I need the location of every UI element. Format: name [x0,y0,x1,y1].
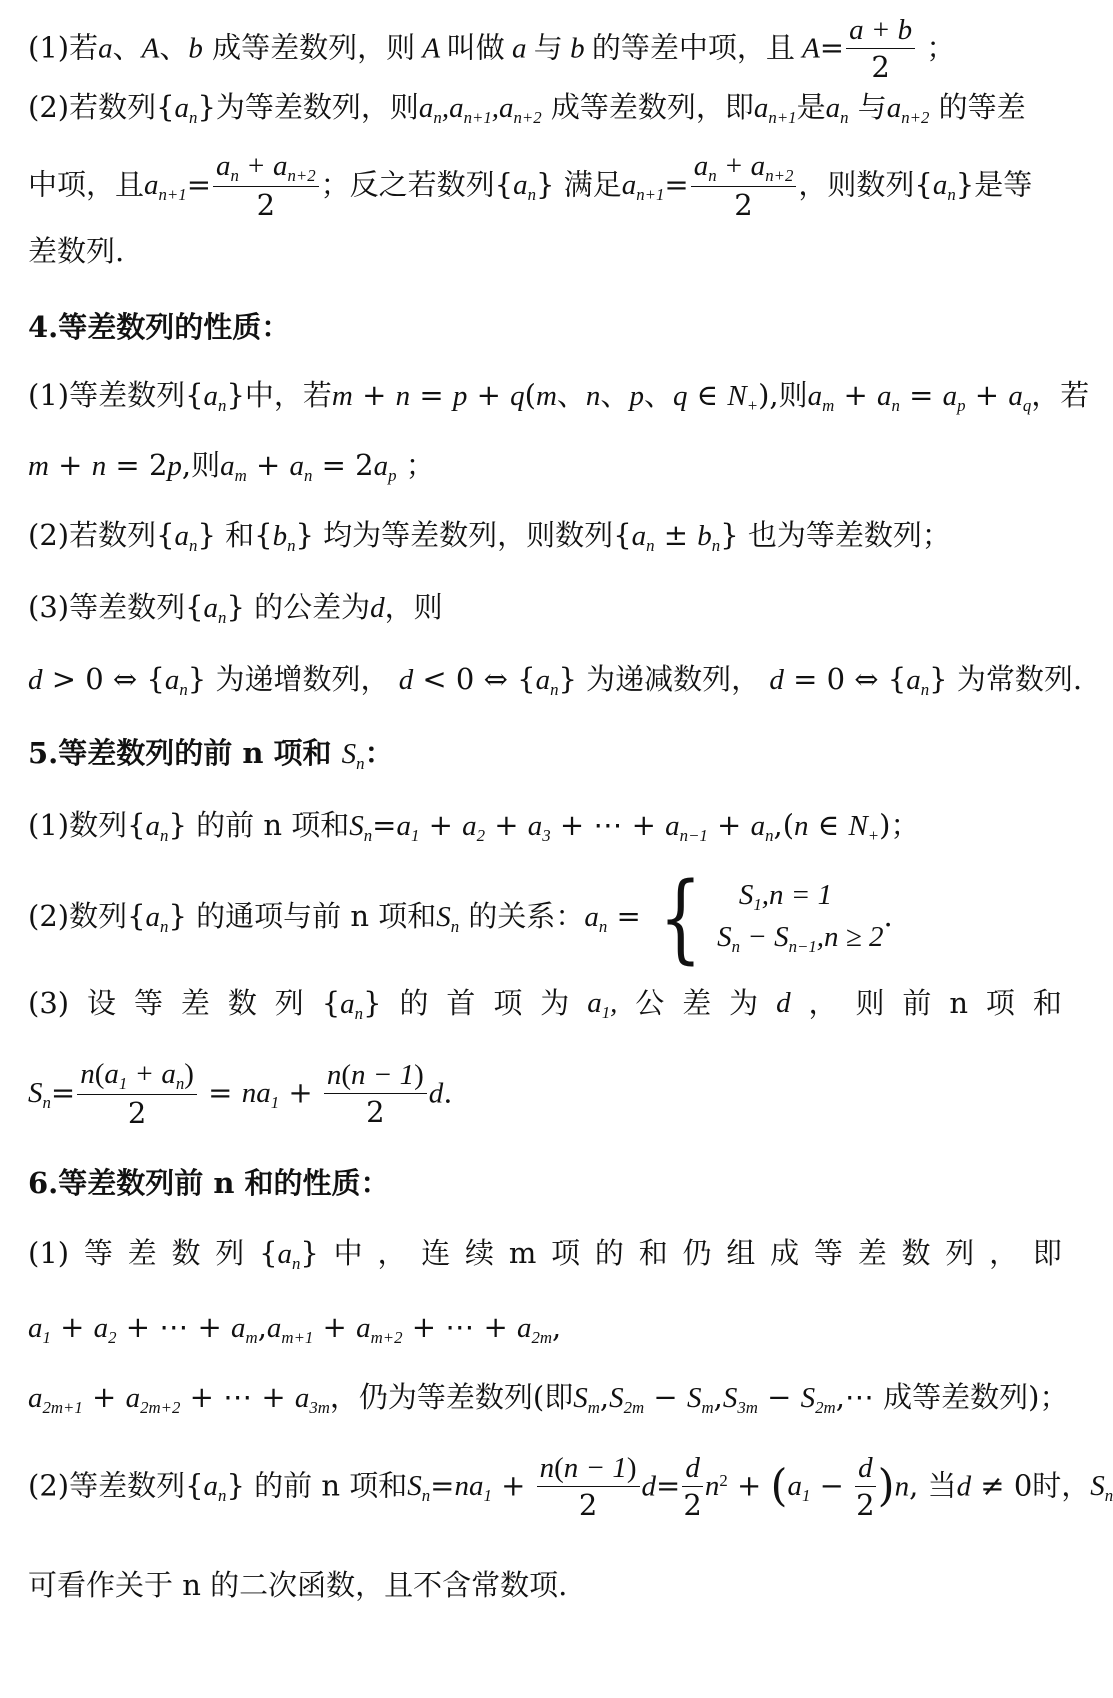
text: 成等差数列)； [883,1380,1069,1414]
text: 组 [726,1236,756,1270]
text: m [508,1236,537,1270]
text: 为递增数列， [215,662,390,696]
s5-line1: (1)数列$\{a_n\}$ 的前 n 项和$S_n=a_1 + a_2 + a_3$ + ⋯ + $a_{n-1} + a_n,(n$ ∈ $N_+$)； [28,808,920,845]
text: ； [890,808,920,842]
text: 的公差为 [254,590,371,624]
text: 差 [180,986,210,1020]
text: (3)等差数列 [28,590,186,624]
text: ，若 [1031,378,1090,412]
s4-line2: m + n = 2p,则$a_m + a_n = 2a_p$ ； [28,448,435,485]
fraction: $\frac{d}{2}$ [683,1452,702,1523]
text: 中，若 [244,378,332,412]
text: 连 [421,1236,451,1270]
s4-line3: (2)若数列$\{a_n\}$ 和$\{b_n\}$ 均为等差数列，则数列$\{a_n \pm b_n\}$ 也为等差数列； [28,518,951,555]
text: 、 [159,30,189,65]
s3-line1: (1)若a、A、b 成等差数列，则 A 叫做 a 与 b 的等差中项，且 A= $\frac{a + b}{2}$ ； [28,14,956,85]
text: 即 [1032,1236,1062,1270]
text: ， [808,986,838,1020]
text: (2)等差数列 [28,1468,186,1503]
text: 为 [729,986,759,1020]
text: 数 [171,1236,201,1270]
s6-line4: (2)等差数列$\{a_n\}$ 的前 n 项和$S_n=na_1$ + $\frac{n(n - 1)}{2}$ d= $\frac{d}{2}$ $n^2 + (a_1$ − $\frac{d}{2}$ )n, 当d ≠ 0时，$S_n$ [28,1452,1113,1523]
text: (1)等差数列 [28,378,186,412]
piecewise: { $S_1,n = 1$ $S_n - S_{n-1},n \ge 2$ [659,862,884,974]
text: 设 [87,986,117,1020]
text: 数 [227,986,257,1020]
text: 满足 [563,167,622,202]
text: 为 [540,986,570,1020]
text: 是等 [974,167,1033,202]
text: 项 [985,986,1015,1020]
text: ： [364,736,394,770]
section-5-title: 5.等差数列的前 n 项和 $S_n$： [28,736,394,773]
text: 成 [770,1236,800,1270]
s5-line2: (2)数列$\{a_n\}$ 的通项与前 n 项和$S_n$ 的关系：$a_n$ = { $S_1,n = 1$ $S_n - S_{n-1},n \ge 2$ . [28,862,893,974]
text: ；反之若数列 [320,167,495,202]
fraction: $\frac{a_n + a_{n+2}}{2}$ [691,150,797,223]
text: 项 [493,986,523,1020]
fraction: $\frac{a_n + a_{n+2}}{2}$ [213,150,319,223]
section-6-title: 6.等差数列前 n 和的性质： [28,1166,390,1200]
s6-line5: 可看作关于 n 的二次函数，且不含常数项. [28,1568,568,1602]
text: 、 [112,30,142,65]
text: 和 [1032,986,1062,1020]
text: 差 [682,986,712,1020]
text: 差 [127,1236,157,1270]
text: 也为等差数列； [747,518,951,552]
text: ,则 [181,448,221,482]
text: 等 [83,1236,113,1270]
text: ，则 [384,590,443,624]
fraction: $\frac{d}{2}$ [856,1452,875,1523]
text: 的关系： [468,899,585,933]
text: 和 [225,518,255,552]
text: ， [377,1236,407,1270]
text: ， [989,1236,1019,1270]
fraction: $\frac{n(n - 1)}{2}$ [537,1452,640,1523]
text: (2)若数列 [28,90,157,124]
text: 仍 [682,1236,712,1270]
text: 成等差数列，即 [550,90,754,124]
s5-line3: (3) 设 等 差 数 列 $\{a_n\}$ 的 首 项 为 $a_1$, 公 差 为 d ， 则 前 n 项 和 [28,986,1062,1023]
text: 叫做 [446,30,505,65]
text: ,则 [769,378,808,412]
text: (2)数列 [28,899,128,933]
text: 首 [446,986,476,1020]
text: n [949,986,968,1020]
text: 的等差 [938,90,1026,124]
fraction: $\frac{n(a_1 + a_n)}{2}$ [77,1058,197,1131]
s3-line2: (2)若数列$\{a_n\}$为等差数列，则$a_n,a_{n+1},a_{n+2}$ 成等差数列，即$a_{n+1}$是$a_n$ 与$a_{n+2}$ 的等差 [28,90,1026,127]
text: 与 [857,90,887,124]
section-4-title: 4.等差数列的性质： [28,310,291,344]
text: ； [405,448,435,482]
text: (1) [28,1236,70,1270]
s3-line4: 差数列. [28,234,125,268]
text: 中 [333,1236,363,1270]
text: 均为等差数列，则数列 [323,518,614,552]
text: 的前 n 项和 [254,1468,408,1503]
s6-line3: $a_{2m+1} + a_{2m+2}$ + ⋯ + $a_{3m}$，仍为等差数列(即$S_m,S_{2m} - S_m,S_{3m}$ − $S_{2m},\cdots$ 成等差数列)； [28,1380,1069,1417]
text: 等 [133,986,163,1020]
text: (2)若数列 [28,518,157,552]
text: 列 [215,1236,245,1270]
text: 时， [1032,1468,1091,1503]
s6-line2: $a_1 + a_2$ + ⋯ + $a_m,a_{m+1} + a_{m+2}$ + ⋯ + $a_{2m}$, [28,1310,562,1347]
text: 与 [533,30,563,65]
text: ，则数列 [798,167,915,202]
text: 的 [594,1236,624,1270]
text: 前 [902,986,932,1020]
text: 的 [399,986,429,1020]
text: 为递减数列， [586,662,761,696]
text: 和 [638,1236,668,1270]
text: 数 [901,1236,931,1270]
text: 是 [796,90,826,124]
s4-line4: (3)等差数列$\{a_n\}$ 的公差为d，则 [28,590,443,627]
text: 5.等差数列的前 n 项和 [28,736,332,770]
text: 为常数列. [956,662,1083,696]
text: ，仍为等差数列(即 [329,1380,574,1414]
text: 列 [945,1236,975,1270]
s6-line1: (1) 等 差 数 列 $\{a_n\}$ 中 ， 连 续 m 项 的 和 仍 组 成 等 差 数 列 ， 即 [28,1236,1062,1273]
text: , 当 [909,1468,957,1503]
s5-line4: $S_n=$ $\frac{n(a_1 + a_n)}{2}$ = $na_1$ + $\frac{n(n - 1)}{2}$ d. [28,1058,453,1131]
text: 等 [813,1236,843,1270]
text: (1)若 [28,30,99,65]
text: 续 [465,1236,495,1270]
fraction: $\frac{n(n - 1)}{2}$ [324,1059,427,1130]
s3-line3: 中项，且$a_{n+1}=$ $\frac{a_n + a_{n+2}}{2}$ ；反之若数列$\{a_n\}$ 满足$a_{n+1}=$ $\frac{a_n + a_{n+2}}{2}$ ，则数列$\{a_n\}$是等 [28,150,1033,223]
fraction: $\frac{a + b}{2}$ [846,14,915,85]
text: (1)数列 [28,808,128,842]
text: 公 [635,986,665,1020]
s4-line5: d > 0 ⇔ $\{a_n\}$ 为递增数列， d < 0 ⇔ $\{a_n\}$ 为递减数列， d = 0 ⇔ $\{a_n\}$ 为常数列. [28,662,1083,699]
text: 项 [551,1236,581,1270]
text: 则 [855,986,885,1020]
text: 列 [274,986,304,1020]
text: 的前 n 项和 [196,808,350,842]
text: 的通项与前 n 项和 [196,899,437,933]
text: 的等差中项，且 [591,30,795,65]
s4-line1: (1)等差数列$\{a_n\}$中，若m + n = p + q(m、n、p、q ∈ $N_+$),则$a_m + a_n = a_p + a_q$，若 [28,378,1090,415]
text: 中项，且 [28,167,145,202]
text: 为等差数列，则 [215,90,419,124]
text: (3) [28,986,70,1020]
text: 差 [857,1236,887,1270]
text: 成等差数列，则 [212,30,416,65]
